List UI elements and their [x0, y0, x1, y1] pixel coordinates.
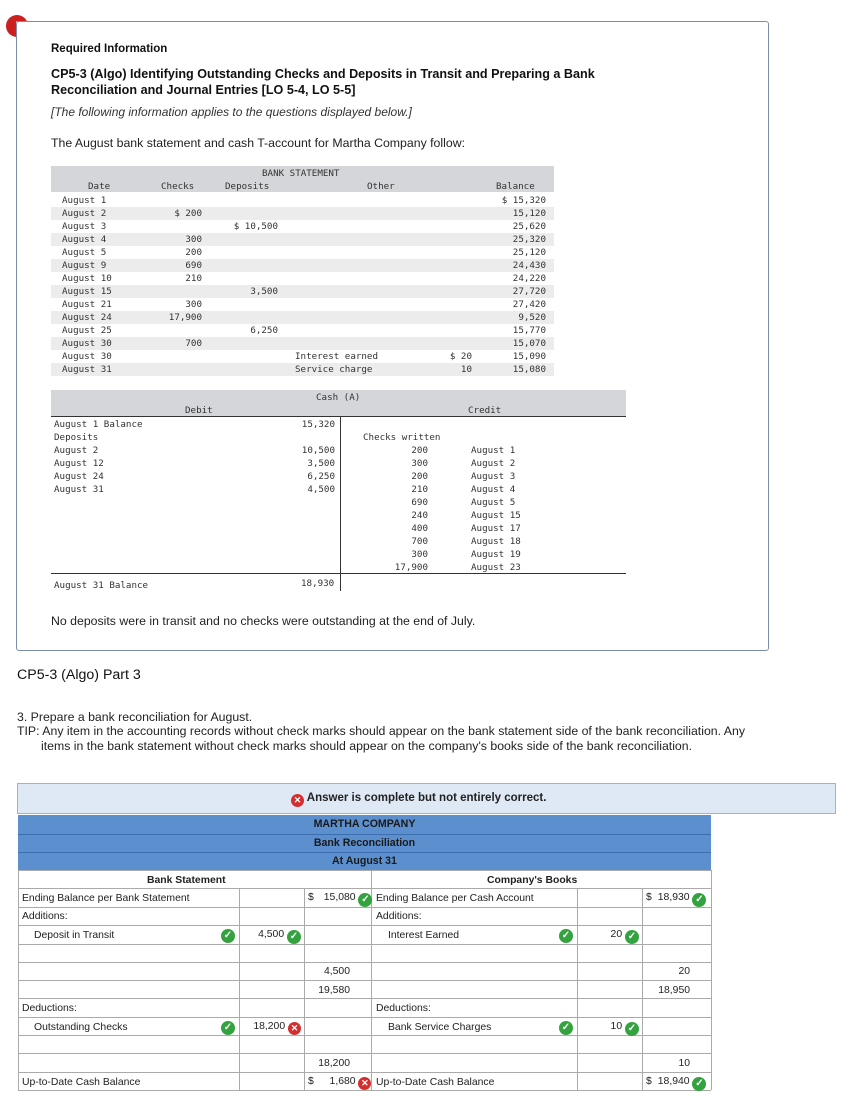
bank-statement-balance: 15,090	[512, 351, 546, 362]
bank-deduction-amount[interactable]	[243, 1021, 301, 1035]
bank-statement-checks: 17,900	[168, 312, 202, 323]
credit-row-amount: 700	[411, 536, 428, 547]
problem-title-line1: CP5-3 (Algo) Identifying Outstanding Checks and Deposits in Transit and Preparing a Bank	[51, 67, 595, 81]
books-addition-amount[interactable]	[581, 929, 639, 944]
credit-row-amount: 200	[411, 445, 428, 456]
row-stripe	[51, 207, 554, 220]
debit-row-label: August 1 Balance	[54, 419, 143, 430]
bank-statement-balance: 25,320	[512, 234, 546, 245]
bank-statement-date: August 30	[62, 338, 112, 349]
bank-statement-deposits: 6,250	[250, 325, 278, 336]
books-ending-amount[interactable]	[646, 892, 706, 907]
part-title: CP5-3 (Algo) Part 3	[17, 667, 141, 683]
books-addition-item-text: Interest Earned	[388, 930, 460, 941]
answer-status-text: Answer is complete but not entirely correct.	[306, 792, 547, 804]
row-stripe	[51, 259, 554, 272]
bank-statement-balance: 25,120	[512, 247, 546, 258]
debit-row-label: August 31	[54, 484, 104, 495]
company-books-header: Company's Books	[487, 875, 578, 886]
credit-row-date: August 3	[471, 471, 516, 482]
bank-statement-checks: 690	[185, 260, 202, 271]
row-stripe	[51, 233, 554, 246]
debit-label: Debit	[185, 405, 213, 416]
currency-symbol: $	[308, 1076, 314, 1087]
incorrect-icon: ✕	[358, 1077, 371, 1090]
info-note: [The following information applies to the questions displayed below.]	[51, 105, 412, 119]
credit-row-amount: 200	[411, 471, 428, 482]
bank-statement-other-desc: Service charge	[295, 364, 373, 375]
debit-row-label: August 12	[54, 458, 104, 469]
correct-icon: ✓	[221, 929, 235, 943]
company-header	[18, 815, 711, 834]
debit-row-amount: 6,250	[307, 471, 335, 482]
bank-statement-date: August 10	[62, 273, 112, 284]
bank-ending-amount[interactable]	[308, 892, 372, 907]
bank-statement-other-amt: 10	[460, 364, 472, 375]
bank-statement-balance: 15,770	[512, 325, 546, 336]
credit-row-amount: 210	[411, 484, 428, 495]
bank-statement-date: August 31	[62, 364, 112, 375]
bank-statement-balance: 25,620	[512, 221, 546, 232]
credit-row-amount: 300	[411, 458, 428, 469]
bank-deduction-item[interactable]	[34, 1022, 128, 1033]
bank-ending-value: 15,080	[323, 892, 356, 903]
credit-row-date: August 1	[471, 445, 516, 456]
bank-statement-balance: 24,220	[512, 273, 546, 284]
credit-row-date: August 18	[471, 536, 521, 547]
report-name: Bank Reconciliation	[313, 837, 416, 849]
bank-statement-deposits: $ 10,500	[233, 221, 278, 232]
currency-symbol: $	[308, 892, 314, 903]
credit-label: Credit	[468, 405, 502, 416]
bank-ending-label: Ending Balance per Bank Statement	[22, 893, 190, 904]
bank-statement-header: Bank Statement	[147, 875, 226, 886]
bank-deduction-value: 18,200	[253, 1021, 286, 1032]
correct-icon: ✓	[358, 893, 372, 907]
credit-row-date: August 4	[471, 484, 516, 495]
bank-statement-balance: 15,120	[512, 208, 546, 219]
incorrect-icon: ✕	[288, 1022, 301, 1035]
bank-addition-item-text: Deposit in Transit	[34, 930, 115, 941]
bank-statement-balance: $ 15,320	[501, 195, 546, 206]
tip-line1: TIP: Any item in the accounting records without check marks should appear on the bank statement side of the bank reconciliation. Any	[17, 724, 745, 738]
books-deduction-value: 10	[610, 1021, 623, 1032]
credit-row-amount: 400	[411, 523, 428, 534]
t-account-title: Cash (A)	[316, 392, 361, 403]
bank-statement-balance: 15,080	[512, 364, 546, 375]
ending-balance-amount: 18,930	[301, 578, 335, 589]
bank-final-value: 1,680	[329, 1076, 356, 1087]
credit-row-date: August 5	[471, 497, 516, 508]
t-account-center-rule	[340, 416, 341, 591]
debit-row-label: August 24	[54, 471, 104, 482]
bank-statement-date: August 3	[62, 221, 107, 232]
report-header	[18, 834, 711, 852]
correct-icon: ✓	[625, 1022, 639, 1036]
books-subtotal: 18,950	[658, 985, 690, 996]
credit-row-amount: 300	[411, 549, 428, 560]
correct-icon: ✓	[221, 1021, 235, 1035]
credit-row-date: August 23	[471, 562, 521, 573]
intro-text: The August bank statement and cash T-account for Martha Company follow:	[51, 136, 465, 150]
bank-statement-date: August 9	[62, 260, 107, 271]
books-deductions-label: Deductions:	[376, 1003, 431, 1014]
bank-statement-checks: 700	[185, 338, 202, 349]
bank-deduction-item-text: Outstanding Checks	[34, 1022, 128, 1033]
books-deduction-amount[interactable]	[581, 1021, 639, 1036]
books-additions-total: 20	[678, 966, 690, 977]
books-final-amount[interactable]	[646, 1076, 706, 1091]
bank-statement-balance: 15,070	[512, 338, 546, 349]
question-text: 3. Prepare a bank reconciliation for August.	[17, 710, 253, 724]
credit-row-amount: 690	[411, 497, 428, 508]
row-stripe	[51, 311, 554, 324]
bank-statement-title: BANK STATEMENT	[262, 168, 340, 179]
debit-row-amount: 10,500	[301, 445, 335, 456]
debit-row-amount: 15,320	[301, 419, 335, 430]
bank-statement-checks: $ 200	[174, 208, 202, 219]
books-ending-label: Ending Balance per Cash Account	[376, 893, 534, 904]
row-stripe	[51, 337, 554, 350]
bank-additions-label: Additions:	[22, 911, 68, 922]
row-stripe	[51, 285, 554, 298]
books-final-label: Up-to-Date Cash Balance	[376, 1077, 495, 1088]
bank-statement-other-desc: Interest earned	[295, 351, 378, 362]
debit-row-amount: 4,500	[307, 484, 335, 495]
col-header-balance: Balance	[496, 181, 535, 192]
bank-addition-amount[interactable]	[243, 929, 301, 944]
correct-icon: ✓	[287, 930, 301, 944]
bank-statement-date: August 15	[62, 286, 112, 297]
credit-row-date: August 19	[471, 549, 521, 560]
bank-addition-value: 4,500	[258, 929, 285, 940]
credit-row-amount: 240	[411, 510, 428, 521]
bank-additions-total: 4,500	[323, 966, 350, 977]
bank-statement-checks: 300	[185, 299, 202, 310]
bank-statement-deposits: 3,500	[250, 286, 278, 297]
required-information-label: Required Information	[51, 43, 168, 55]
correct-icon: ✓	[692, 893, 706, 907]
debit-row-label: August 2	[54, 445, 99, 456]
credit-row-date: August 15	[471, 510, 521, 521]
books-addition-value: 20	[610, 929, 623, 940]
col-header-checks: Checks	[161, 181, 195, 192]
incorrect-icon: ✕	[291, 794, 304, 807]
correct-icon: ✓	[625, 930, 639, 944]
books-addition-item[interactable]	[388, 930, 459, 941]
books-deductions-total: 10	[678, 1058, 690, 1069]
bank-statement-checks: 210	[185, 273, 202, 284]
report-date: At August 31	[332, 855, 397, 867]
t-account-total-rule	[51, 573, 626, 574]
bank-deductions-label: Deductions:	[22, 1003, 77, 1014]
correct-icon: ✓	[559, 929, 573, 943]
credit-row-amount: 17,900	[394, 562, 428, 573]
bank-statement-date: August 24	[62, 312, 112, 323]
info-footer: No deposits were in transit and no checks were outstanding at the end of July.	[51, 614, 476, 628]
books-ending-value: 18,930	[657, 892, 690, 903]
bank-statement-date: August 21	[62, 299, 112, 310]
correct-icon: ✓	[692, 1077, 706, 1091]
bank-statement-checks: 300	[185, 234, 202, 245]
tip-line2: items in the bank statement without check marks should appear on the company's books side of the bank reconciliation.	[41, 739, 693, 753]
debit-row-amount: 3,500	[307, 458, 335, 469]
bank-statement-date: August 2	[62, 208, 107, 219]
col-header-date: Date	[88, 181, 111, 192]
books-deduction-item-text: Bank Service Charges	[388, 1022, 492, 1033]
bank-final-amount[interactable]	[308, 1076, 371, 1090]
books-additions-label: Additions:	[376, 911, 422, 922]
bank-statement-date: August 5	[62, 247, 107, 258]
currency-symbol: $	[646, 892, 652, 903]
credit-row-date: August 2	[471, 458, 516, 469]
bank-statement-other-amt: $ 20	[449, 351, 472, 362]
bank-statement-date: August 4	[62, 234, 107, 245]
bank-statement-balance: 24,430	[512, 260, 546, 271]
problem-title-line2: Reconciliation and Journal Entries [LO 5-4, LO 5-5]	[51, 83, 356, 97]
credit-row-date: August 17	[471, 523, 521, 534]
debit-row-label: Deposits	[54, 432, 99, 443]
t-account-top-rule	[51, 416, 626, 417]
col-header-deposits: Deposits	[225, 181, 270, 192]
books-final-value: 18,940	[657, 1076, 690, 1087]
books-deduction-item[interactable]	[388, 1022, 491, 1033]
bank-deductions-total: 18,200	[318, 1058, 350, 1069]
bank-addition-item[interactable]	[34, 930, 114, 941]
bank-statement-date: August 30	[62, 351, 112, 362]
correct-icon: ✓	[559, 1021, 573, 1035]
bank-statement-balance: 27,720	[512, 286, 546, 297]
bank-statement-balance: 9,520	[518, 312, 546, 323]
currency-symbol: $	[646, 1076, 652, 1087]
bank-statement-balance: 27,420	[512, 299, 546, 310]
date-header	[18, 852, 711, 870]
col-header-other: Other	[367, 181, 395, 192]
bank-final-label: Up-to-Date Cash Balance	[22, 1077, 141, 1088]
bank-statement-date: August 25	[62, 325, 112, 336]
checks-written-label: Checks written	[363, 432, 441, 443]
company-name: MARTHA COMPANY	[313, 818, 416, 830]
answer-status	[291, 792, 546, 807]
bank-statement-checks: 200	[185, 247, 202, 258]
ending-balance-label: August 31 Balance	[54, 580, 149, 591]
bank-statement-date: August 1	[62, 195, 107, 206]
bank-subtotal: 19,580	[318, 985, 350, 996]
